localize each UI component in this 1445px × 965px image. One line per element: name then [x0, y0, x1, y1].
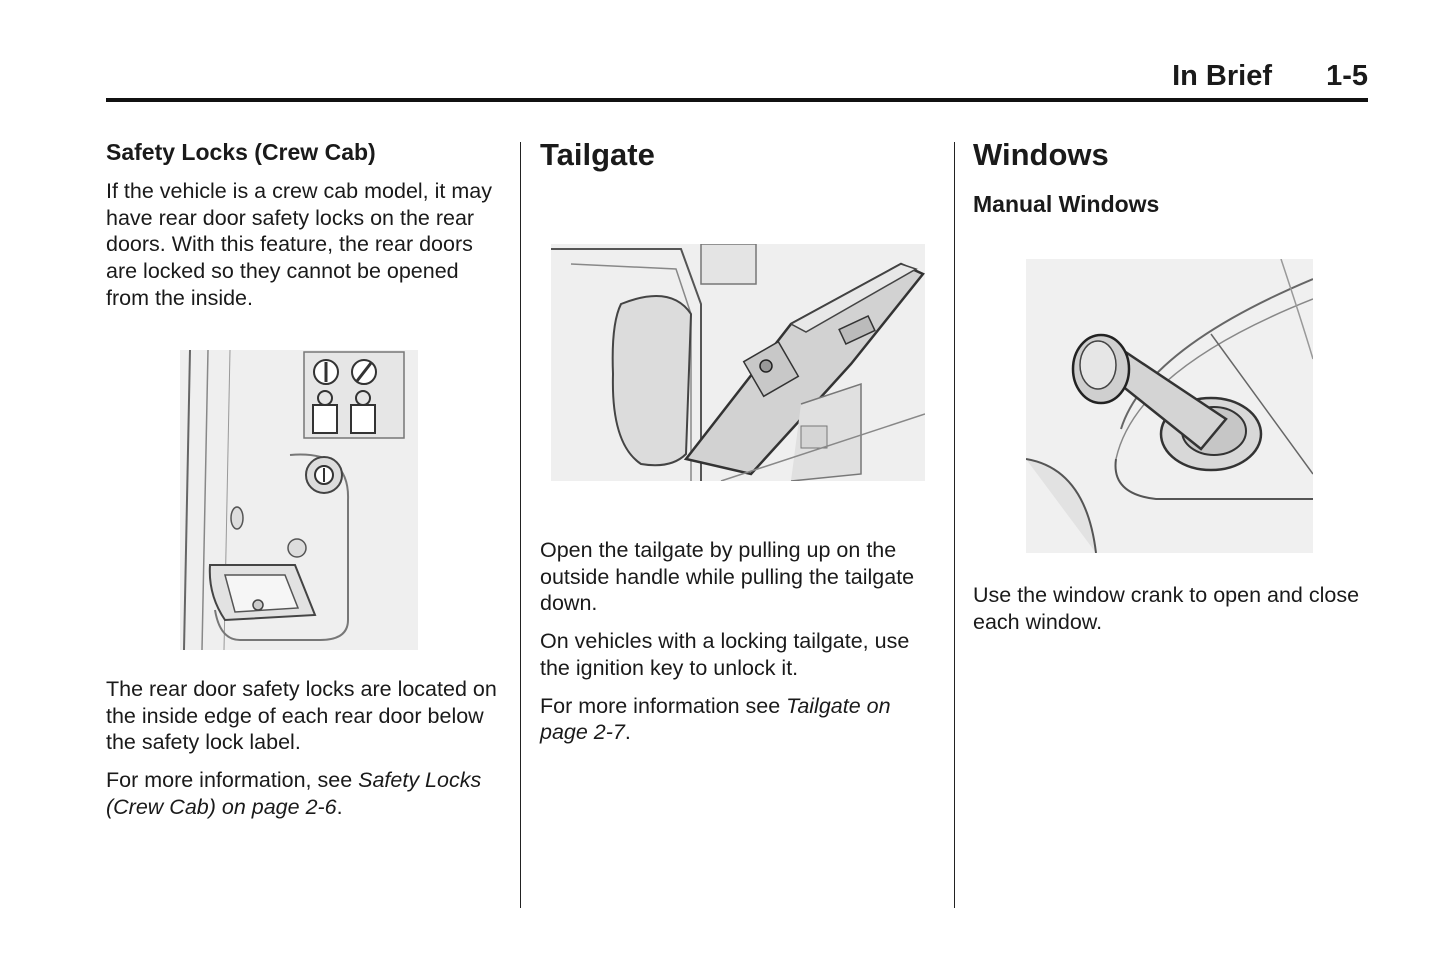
- safety-locks-link[interactable]: Safety Locks (Crew Cab) on page 2-6: [106, 768, 482, 819]
- safety-locks-reference: For more information, see Safety Locks (Crew Cab) on page 2-6.: [106, 768, 482, 819]
- tailgate-details: [540, 537, 935, 757]
- windows-column: [973, 130, 1368, 218]
- tailgate-open-text: Open the tailgate by pulling up on the outside handle while pulling the tailgate down.: [540, 538, 915, 616]
- section-title: In Brief: [1172, 60, 1272, 92]
- windows-heading: Windows: [973, 137, 1109, 172]
- manual-windows-heading: Manual Windows: [973, 191, 1160, 217]
- window-crank-illustration: [1026, 259, 1313, 553]
- tailgate-link[interactable]: Tailgate on page 2-7: [540, 693, 891, 745]
- tailgate-illustration: [551, 244, 925, 481]
- safety-locks-intro: If the vehicle is a crew cab model, it may have rear door safety locks on the rear doors. With this feature, the rear doors are locked so they cannot be opened from the inside.: [106, 179, 492, 310]
- tailgate-locking-text: On vehicles with a locking tailgate, use the ignition key to unlock it.: [540, 629, 910, 680]
- tailgate-reference: For more information see Tailgate on page 2-7.: [540, 693, 891, 745]
- page-number: 1-5: [1326, 60, 1368, 92]
- safety-locks-location: The rear door safety locks are located on the inside edge of each rear door below the safety lock label.: [106, 677, 497, 755]
- window-crank-text: Use the window crank to open and close each window.: [973, 583, 1360, 634]
- safety-locks-heading: Safety Locks (Crew Cab): [106, 139, 376, 165]
- column-divider: [954, 142, 955, 908]
- safety-locks-details: [106, 676, 506, 832]
- page-header: [106, 58, 1368, 102]
- safety-lock-illustration: [180, 350, 418, 650]
- tailgate-column: [540, 130, 935, 175]
- column-divider: [520, 142, 521, 908]
- tailgate-heading: Tailgate: [540, 137, 655, 172]
- windows-details: [973, 582, 1368, 646]
- safety-locks-column: [106, 130, 506, 323]
